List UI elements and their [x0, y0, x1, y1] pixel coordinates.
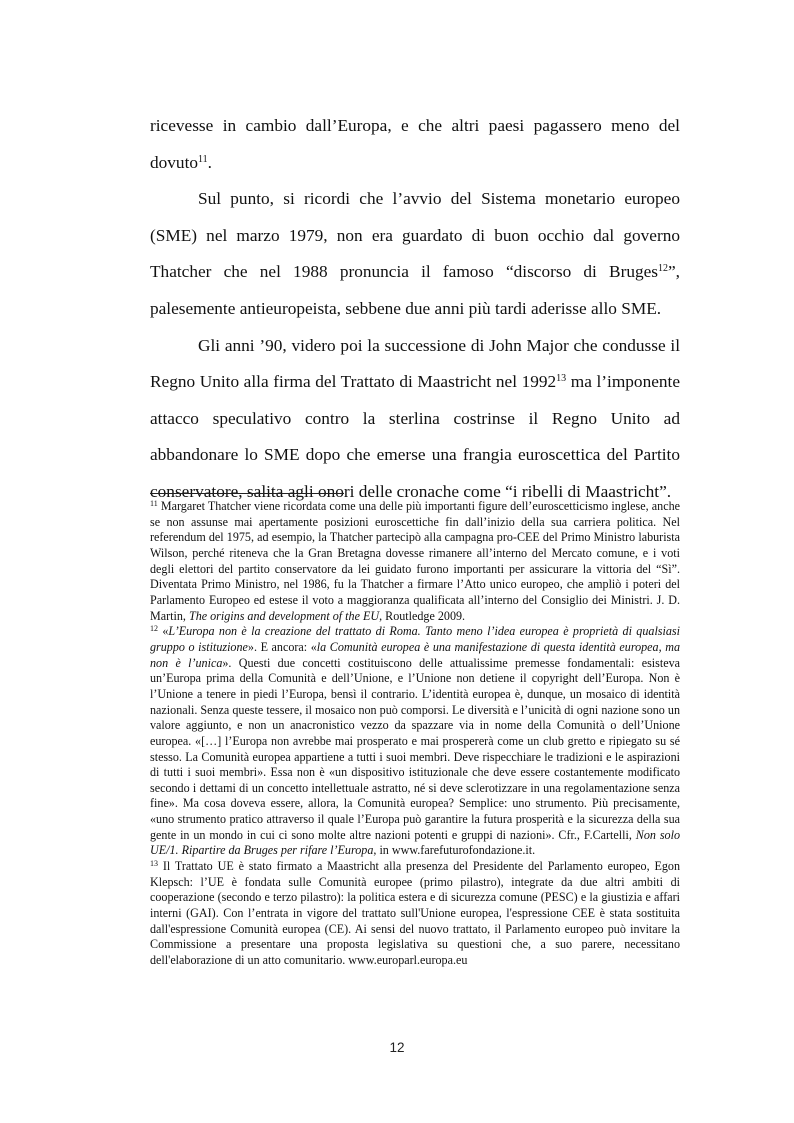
- footnote-ref-11[interactable]: 11: [198, 153, 208, 165]
- book-title: The origins and development of the EU: [188, 608, 380, 623]
- footnote-11: $^{11}$ Margaret Thatcher viene ricordata come una delle più importanti figure dell’euroscetticismo inglese, anche se non assunse mai apertamente posizioni euroscettiche fin dall’inizio della sua carriera politica. Nel referendum del 1975, ad esempio, la Thatcher partecipò alla campagna pro-CEE del Primo Ministro laburista Wilson, perché riteneva che la Gran Bretagna dovesse rimanere all’interno del Mercato comune, e i voti degli elettori del partito conservatore da lei guidato furono importanti per assicurare la vittoria del “Sì”. Diventata Primo Ministro, nel 1986, fu la Thatcher a firmare l’Atto unico europeo, che ampliò i poteri del Parlamento Europeo ed estese il voto a maggioranza qualificata all’interno del Consiglio dei Ministri. J. D. Martin, The origins and development of the EU, Routledge 2009.: [150, 499, 680, 623]
- footnote-12: $^{12}$ «L’Europa non è la creazione del trattato di Roma. Tanto meno l’idea europea è proprietà di qualsiasi gruppo o istituzione». E ancora: «la Comunità europea è una manifestazione di questa identità europea, ma non è l’unica». Questi due concetti costituiscono delle attualissime premesse fondamentali: esisteva un’Europa prima della Comunità e dell’Unione, e l’Unione non detiene il copyright dell’Europa. Non è l’Unione a tenere in piedi l’Europa, bensì il contrario. L’identità europea è, dunque, un mosaico di identità nazionali. Senza queste tessere, il mosaico non può comporsi. Le diversità e l’unicità di ogni nazione sono un valore aggiunto, e non un anacronistico vezzo da spazzare via in nome della Comunità o dell’Unione europea. «[…] l’Europa non avrebbe mai prosperato e mai prospererà come un club gretto e ripiegato su sé stesso. La Comunità europea appartiene a tutti i suoi membri. Deve rispecchiare le tradizioni e le aspirazioni di tutti i suoi membri». Essa non è «un dispositivo istituzionale che deve essere costantemente modificato secondo i dettami di un concetto intellettuale astratto, né si deve sclerotizzare in una regolamentazione senza fine». Ma cosa doveva essere, allora, la Comunità europea? Semplice: uno strumento. Più precisamente, «uno strumento pratico attraverso il quale l’Europa può garantire la futura prosperità e la sicurezza della sua gente in un mondo in cui ci sono molte altre nazioni potenti e gruppi di nazioni». Cfr., F.Cartelli, Non solo UE/1. Ripartire da Bruges per rifare l’Europa, in www.farefuturofondazione.it.: [150, 624, 681, 858]
- footnote-number: 11: [150, 499, 158, 508]
- paragraph-2: Sul punto, si ricordi che l’avvio del Sistema monetario europeo (SME) nel marzo 1979, non era guardato di buon occhio dal governo Thatcher che nel 1988 pronuncia il famoso “discorso di Bruges$^{12}$”, palesemente antieuropeista, sebbene due anni più tardi aderisse allo SME.: [150, 189, 680, 318]
- paragraph-3: Gli anni ’90, videro poi la successione di John Major che condusse il Regno Unito alla firma del Trattato di Maastricht nel 1992$^{13}$ ma l’imponente attacco speculativo contro la sterlina costrinse il Regno Unito ad abbandonare lo SME dopo che emerse una frangia euroscettica del Partito conservatore, salita agli onori delle cronache come “i ribelli di Maastricht”.: [150, 335, 680, 501]
- paragraph-1: ricevesse in cambio dall’Europa, e che altri paesi pagassero meno del dovuto$^{11}$.: [150, 116, 680, 172]
- footnotes: [150, 499, 680, 969]
- footnote-number: 13: [150, 859, 158, 869]
- main-text: [150, 108, 680, 511]
- article-title: Non solo UE/1. Ripartire da Bruges per rifare l’Europa: [150, 827, 680, 858]
- quote-italic: L’Europa non è la creazione del trattato di Roma. Tanto meno l’idea europea è proprietà di qualsiasi gruppo o istituzione: [150, 624, 680, 654]
- quote-italic: la Comunità europea è una manifestazione di questa identità europea, ma non è l’unica: [150, 639, 680, 670]
- footnote-ref-13[interactable]: 13: [556, 373, 567, 385]
- footnote-separator: [150, 493, 344, 494]
- footnote-13: $^{13}$ Il Trattato UE è stato firmato a Maastricht alla presenza del Presidente del Parlamento europeo, Egon Klepsch: l’UE è fondata sulle Comunità europee (primo pilastro), integrate da due altri ambiti di cooperazione (secondo e terzo pilastro): la politica estera e di sicurezza comune (PESC) e la giustizia e affari interni (GAI). Con l’entrata in vigore del trattato sull'Unione europea, l'espressione CEE è stata sostituita dall'espressione Comunità europea (CE). Ai sensi del nuovo trattato, il Parlamento europeo può invitare la Commissione a presentare una proposta legislativa su questioni che, a suo parere, necessitano dell'elaborazione di un atto comunitario. www.europarl.europa.eu: [150, 859, 680, 968]
- footnote-ref-12[interactable]: 12: [658, 263, 668, 275]
- page-number: 12: [389, 1040, 405, 1055]
- footnote-number: 12: [150, 624, 158, 634]
